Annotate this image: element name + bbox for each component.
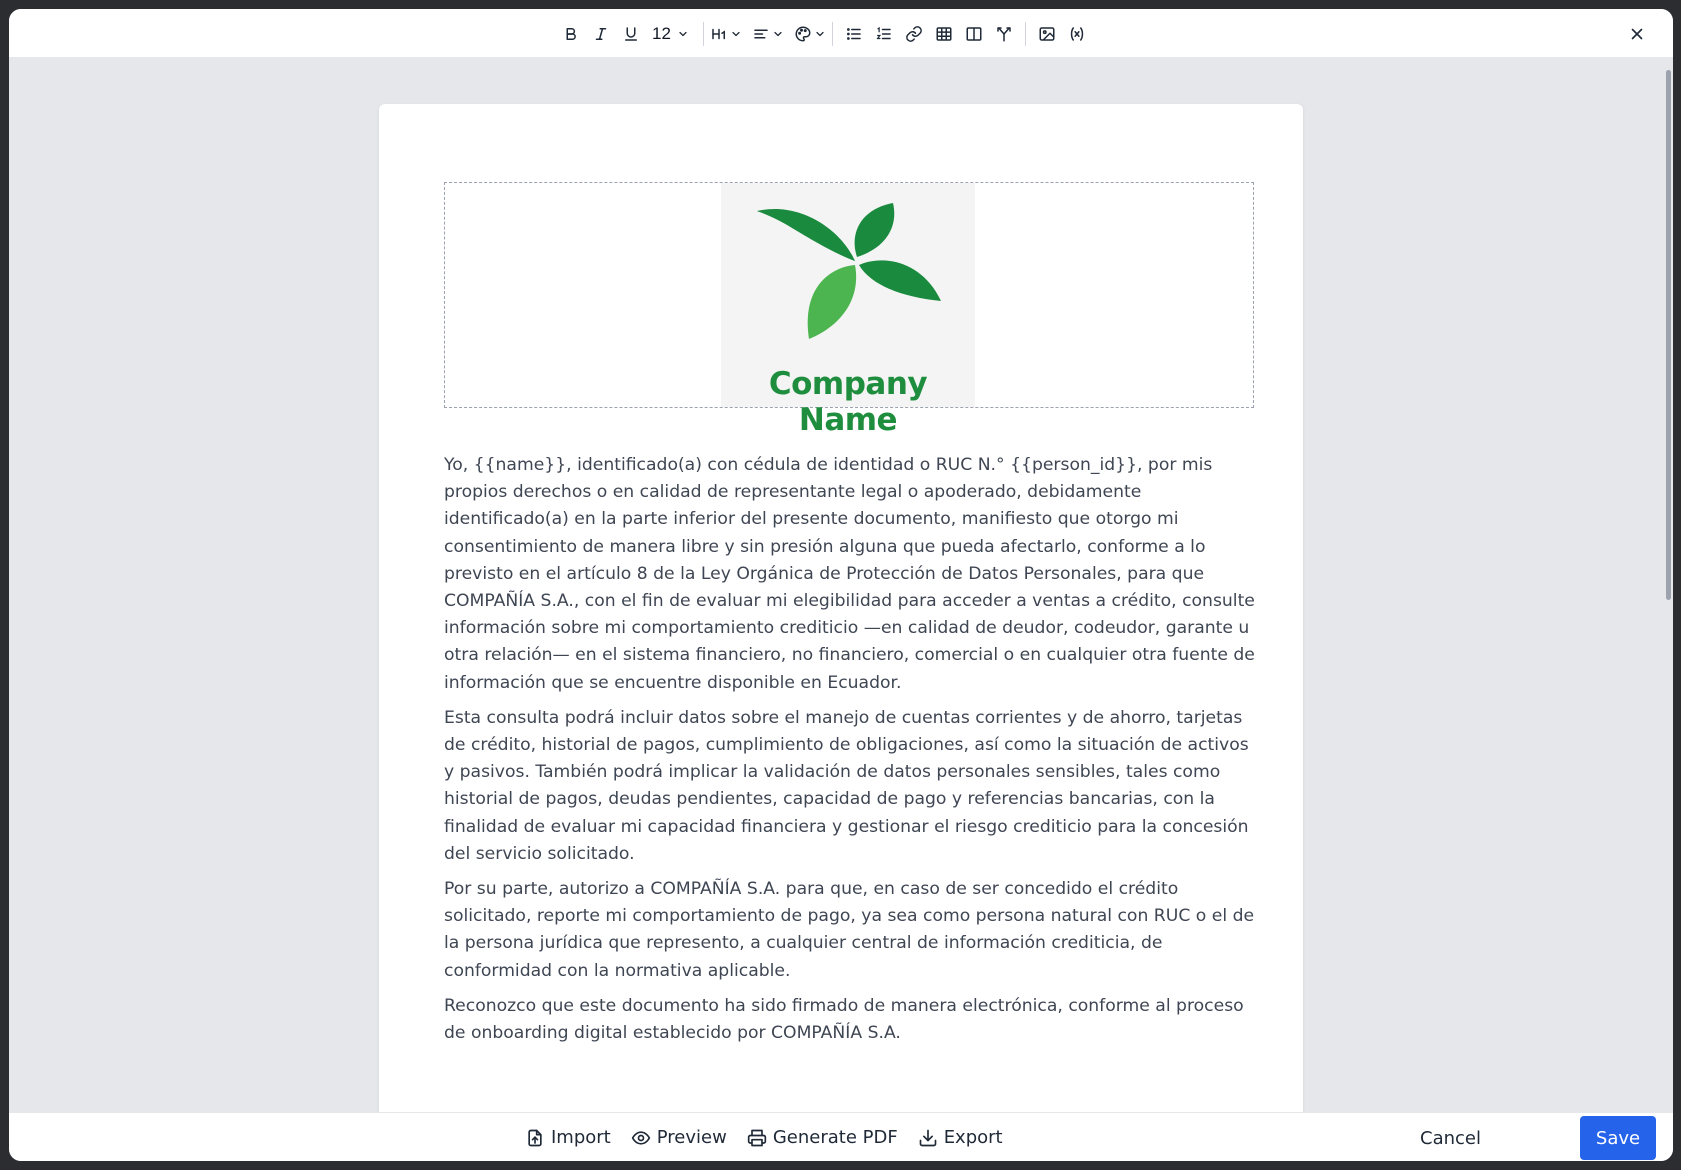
italic-icon xyxy=(592,25,610,43)
image-icon xyxy=(1038,25,1056,43)
paragraph: Esta consulta podrá incluir datos sobre el manejo de cuentas corrientes y de ahorro, tarjetas de crédito, historial de pagos, cumplimiento de obligaciones, así como la situación de activos y pasivos. También podrá implicar la validación de datos personales sensibles, tales como historial de pagos, deudas pendientes, capacidad de pago y referencias bancarias, con la finalidad de evaluar mi capacidad financiera y gestionar el riesgo crediticio para la concesión del servicio solicitado. xyxy=(444,707,1249,864)
preview-button[interactable] xyxy=(621,1120,737,1156)
cancel-button[interactable]: Cancel xyxy=(1420,1127,1481,1149)
variable-button[interactable] xyxy=(1062,18,1092,50)
close-button[interactable] xyxy=(1621,18,1653,50)
eye-icon xyxy=(631,1128,651,1148)
close-icon xyxy=(1628,25,1646,43)
leaf-logo-icon xyxy=(751,189,951,339)
columns-button[interactable] xyxy=(959,18,989,50)
image-button[interactable] xyxy=(1032,18,1062,50)
toolbar-divider xyxy=(832,22,833,46)
table-button[interactable] xyxy=(929,18,959,50)
toolbar-divider xyxy=(1025,22,1026,46)
logo-block[interactable] xyxy=(444,182,1254,438)
link-button[interactable] xyxy=(899,18,929,50)
heading-icon xyxy=(710,25,728,43)
chevron-down-icon xyxy=(772,28,784,40)
scrollbar-thumb[interactable] xyxy=(1666,70,1671,600)
font-size-dropdown[interactable] xyxy=(652,18,689,50)
toolbar-buttons xyxy=(556,9,1092,58)
font-size-value: 12 xyxy=(652,23,671,43)
import-button[interactable] xyxy=(515,1120,621,1156)
generate-pdf-button[interactable] xyxy=(737,1120,908,1156)
editor-modal xyxy=(9,9,1673,1161)
file-upload-icon xyxy=(525,1128,545,1148)
save-button[interactable]: Save xyxy=(1580,1116,1656,1160)
variable-icon xyxy=(1068,25,1086,43)
align-left-icon xyxy=(752,25,770,43)
bullet-list-icon xyxy=(845,25,863,43)
export-label: Export xyxy=(943,1127,1003,1148)
company-logo[interactable] xyxy=(721,183,975,438)
heading-dropdown[interactable] xyxy=(710,18,742,50)
link-icon xyxy=(905,25,923,43)
table-icon xyxy=(935,25,953,43)
bold-icon xyxy=(562,25,580,43)
columns-icon xyxy=(965,25,983,43)
company-name: Company Name xyxy=(768,366,928,438)
generate-pdf-label: Generate PDF xyxy=(772,1127,898,1148)
italic-button[interactable] xyxy=(586,18,616,50)
download-icon xyxy=(918,1128,938,1148)
formatting-toolbar xyxy=(9,9,1673,58)
editor-canvas[interactable] xyxy=(9,58,1673,1112)
chevron-down-icon xyxy=(814,28,826,40)
document-body[interactable] xyxy=(444,452,1256,1055)
split-icon xyxy=(995,25,1013,43)
editor-footer xyxy=(9,1112,1673,1161)
underline-icon xyxy=(622,25,640,43)
bullet-list-button[interactable] xyxy=(839,18,869,50)
split-button[interactable] xyxy=(989,18,1019,50)
palette-icon xyxy=(794,25,812,43)
align-dropdown[interactable] xyxy=(752,18,784,50)
toolbar-divider xyxy=(703,22,704,46)
footer-actions xyxy=(515,1113,1013,1161)
preview-label: Preview xyxy=(656,1127,727,1148)
chevron-down-icon xyxy=(677,28,689,40)
paragraph: Por su parte, autorizo a COMPAÑÍA S.A. para que, en caso de ser concedido el crédito solicitado, reporte mi comportamiento de pago, ya sea como persona natural con RUC o el de la persona jurídica que represento, a cualquier central de información crediticia, de conformidad con la normativa aplicable. xyxy=(444,879,1255,981)
numbered-list-button[interactable] xyxy=(869,18,899,50)
document-page[interactable] xyxy=(379,104,1303,1112)
paragraph: Reconozco que este documento ha sido firmado de manera electrónica, conforme al proceso de onboarding digital establecido por COMPAÑÍA S.A. xyxy=(444,995,1244,1044)
vertical-scrollbar[interactable] xyxy=(1663,58,1673,1112)
numbered-list-icon xyxy=(875,25,893,43)
printer-icon xyxy=(747,1128,767,1148)
chevron-down-icon xyxy=(730,28,742,40)
bold-button[interactable] xyxy=(556,18,586,50)
export-button[interactable] xyxy=(908,1120,1013,1156)
paragraph: Yo, {{name}}, identificado(a) con cédula de identidad o RUC N.° {{person_id}}, por mis propios derechos o en calidad de representante legal o apoderado, debidamente identificado(a) en la parte inferior del presente documento, manifiesto que otorgo mi consentimiento de manera libre y sin presión alguna que pueda afectarlo, conforme a lo previsto en el artículo 8 de la Ley Orgánica de Protección de Datos Personales, para que COMPAÑÍA S.A., con el fin de evaluar mi elegibilidad para acceder a ventas a crédito, consulte información sobre mi comportamiento crediticio —en calidad de deudor, codeudor, garante u otra relación— en el sistema financiero, no financiero, comercial o en cualquier otra fuente de información que se encuentre disponible en Ecuador. xyxy=(444,455,1255,693)
import-label: Import xyxy=(551,1127,611,1148)
underline-button[interactable] xyxy=(616,18,646,50)
color-dropdown[interactable] xyxy=(794,18,826,50)
